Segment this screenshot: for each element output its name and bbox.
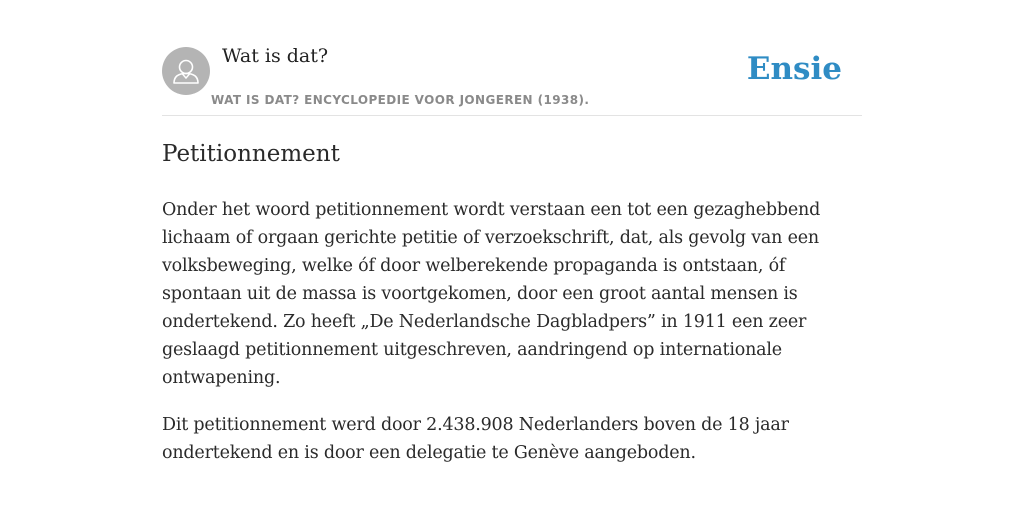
article-title: Petitionnement	[162, 141, 340, 167]
article-paragraph: Dit petitionnement werd door 2.438.908 Nederlanders boven de 18 jaar ondertekend en is door een delegatie te Genève aangeboden.	[162, 415, 789, 463]
article-paragraph: Onder het woord petitionnement wordt verstaan een tot een gezaghebbend lichaam of orgaan gerichte petitie of verzoekschrift, dat, als gevolg van een volksbeweging, welke óf door welberekende propaganda is ontstaan, óf spontaan uit de massa is voortgekomen, door een groot aantal mensen is ondertekend. Zo heeft „De Nederlandsche Dagbladpers” in 1911 een zeer geslaagd petitionnement uitgeschreven, aandringend op internationale ontwapening.	[162, 200, 821, 388]
user-silhouette-icon	[162, 47, 210, 95]
author-name[interactable]: Wat is dat?	[222, 45, 329, 67]
brand-logo[interactable]: Ensie	[746, 51, 842, 87]
header	[162, 45, 862, 116]
article	[162, 138, 862, 486]
source-line[interactable]: WAT IS DAT? ENCYCLOPEDIE VOOR JONGEREN (1938).	[211, 93, 590, 107]
